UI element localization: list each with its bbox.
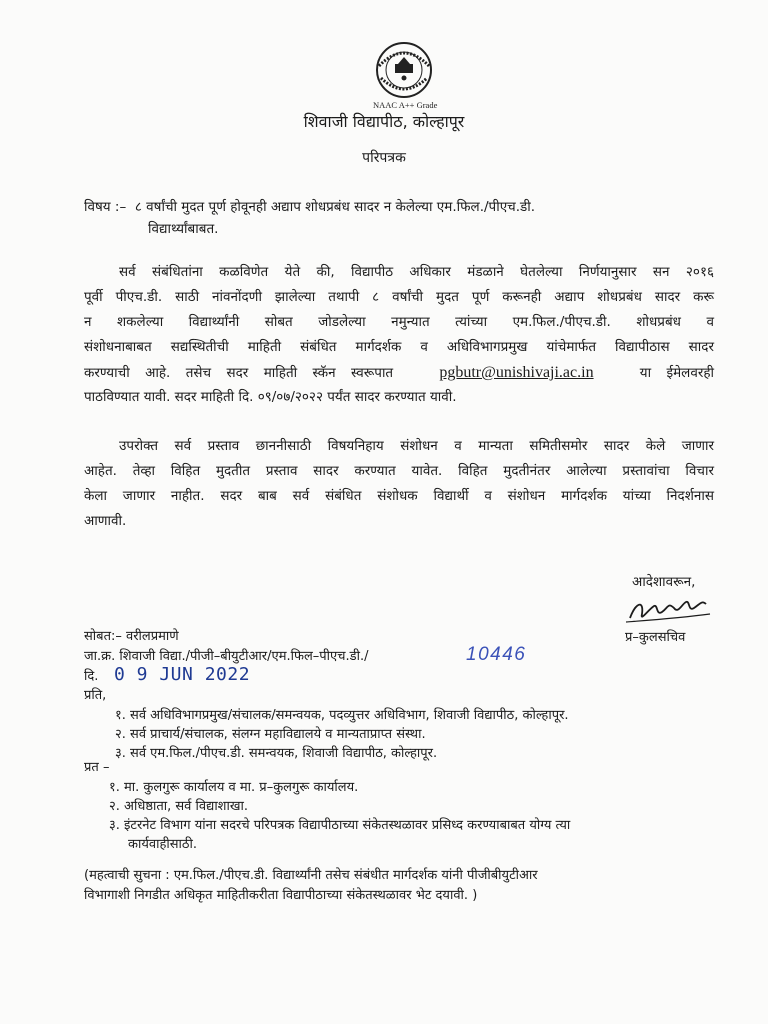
para2-line-1: उपरोक्त सर्व प्रस्ताव छाननीसाठी विषयनिहाय संशोधन व मान्यता समितीसमोर सादर केले जाणार: [119, 438, 714, 454]
para1-line-6: पाठविण्यात यावी. सदर माहिती दि. ०९/०७/२०२२ पर्यंत सादर करण्यात यावी.: [84, 389, 457, 405]
copy-label: प्रत –: [84, 760, 110, 775]
copy-item-3-cont: कार्यवाहीसाठी.: [128, 837, 197, 852]
to-item-1: १. सर्व अधिविभागप्रमुख/संचालक/समन्वयक, पदव्युत्तर अधिविभाग, शिवाजी विद्यापीठ, कोल्हापूर.: [115, 708, 569, 723]
university-seal-logo: [365, 40, 443, 100]
document-title: परिपत्रक: [362, 150, 406, 166]
note-line-1: (महत्वाची सुचना : एम.फिल./पीएच.डी. विद्यार्थ्यांनी तसेच संबंधीत मार्गदर्शक यांनी पीजीबीयुटीआर: [84, 868, 538, 883]
enclosure-note: सोबत:– वरीलप्रमाणे: [84, 629, 179, 644]
para2-line-2: आहेत. तेव्हा विहित मुदतीत प्रस्ताव सादर करण्यात यावेत. विहित मुदतीनंतर आलेल्या प्रस्तावांचा विचार: [84, 463, 714, 479]
para1-line-1: सर्व संबंधितांना कळविणेत येते की, विद्यापीठ अधिकार मंडळाने घेतलेल्या निर्णयानुसार सन २०१६: [119, 264, 714, 280]
important-note: [84, 866, 538, 906]
subject-block: [84, 196, 535, 240]
para1-line-4: संशोधनाबाबत सद्यस्थितीची माहिती संबंधित मार्गदर्शक व अधिविभागप्रमुख यांचेमार्फत विद्यापीठास सादर: [84, 339, 714, 355]
para2-line-4: आणावी.: [84, 513, 127, 529]
para1-line-5-end: या ईमेलवरही: [639, 365, 715, 381]
para2-line-3: केला जाणार नाहीत. सदर बाब सर्व संबंधित संशोधक विद्यार्थी व संशोधन मार्गदर्शक यांच्या निदर्शनास: [84, 488, 714, 504]
note-line-2: विभागाशी निगडीत अधिकृत माहितीकरीता विद्यापीठाच्या संकेतस्थळावर भेट दयावी. ): [84, 888, 478, 903]
reference-text: जा.क्र. शिवाजी विद्या./पीजी–बीयुटीआर/एम.फिल–पीएच.डी./: [84, 649, 369, 664]
copy-item-2: २. अधिष्ठाता, सर्व विद्याशाखा.: [109, 799, 249, 814]
by-order-text: आदेशावरून,: [632, 574, 696, 590]
para1-line-3: न शकलेल्या विद्यार्थ्यांनी सोबत जोडलेल्या नमुन्यात त्यांच्या एम.फिल./पीएच.डी. शोधप्रबंध व: [84, 314, 714, 330]
to-label: प्रति,: [84, 688, 107, 703]
reference-number: 10446: [466, 644, 527, 665]
para1-line-5: [84, 360, 714, 385]
subject-line-2: विद्यार्थ्यांबाबत.: [148, 221, 219, 237]
to-item-3: ३. सर्व एम.फिल./पीएच.डी. समन्वयक, शिवाजी विद्यापीठ, कोल्हापूर.: [115, 746, 438, 761]
signatory-role: प्र–कुलसचिव: [625, 630, 686, 645]
subject-line-1: ८ वर्षांची मुदत पूर्ण होवूनही अद्याप शोधप्रबंध सादर न केलेल्या एम.फिल./पीएच.डी.: [134, 199, 536, 215]
email-link[interactable]: pgbutr@unishivaji.ac.in: [439, 364, 594, 381]
university-name: शिवाजी विद्यापीठ, कोल्हापूर: [303, 112, 465, 131]
para1-line-2: पूर्वी पीएच.डी. साठी नांवनोंदणी झालेल्या तथापी ८ वर्षांची मुदत पूर्ण करूनही अद्याप शोधप्रबंध सादर करू: [84, 289, 714, 305]
date-label: दि.: [84, 669, 99, 684]
subject-label: विषय :–: [84, 199, 127, 215]
paragraph-1: [84, 260, 714, 410]
para1-line-5-start: करण्याची आहे. तसेच सदर माहिती स्कॅन स्वरूपात: [84, 365, 394, 381]
paragraph-2: [84, 434, 714, 534]
naac-grade: NAAC A++ Grade: [373, 100, 438, 110]
to-item-2: २. सर्व प्राचार्य/संचालक, संलग्न महाविद्यालये व मान्यताप्राप्त संस्था.: [115, 727, 426, 742]
copy-item-1: १. मा. कुलगुरू कार्यालय व मा. प्र–कुलगुरू कार्यालय.: [109, 780, 359, 795]
date-stamp: 0 9 JUN 2022: [114, 664, 251, 685]
handwritten-signature: [622, 592, 714, 630]
copy-item-3: ३. इंटरनेट विभाग यांना सदरचे परिपत्रक विद्यापीठाच्या संकेतस्थळावर प्रसिध्द करण्याबाबत योग्य त्या: [109, 818, 571, 833]
